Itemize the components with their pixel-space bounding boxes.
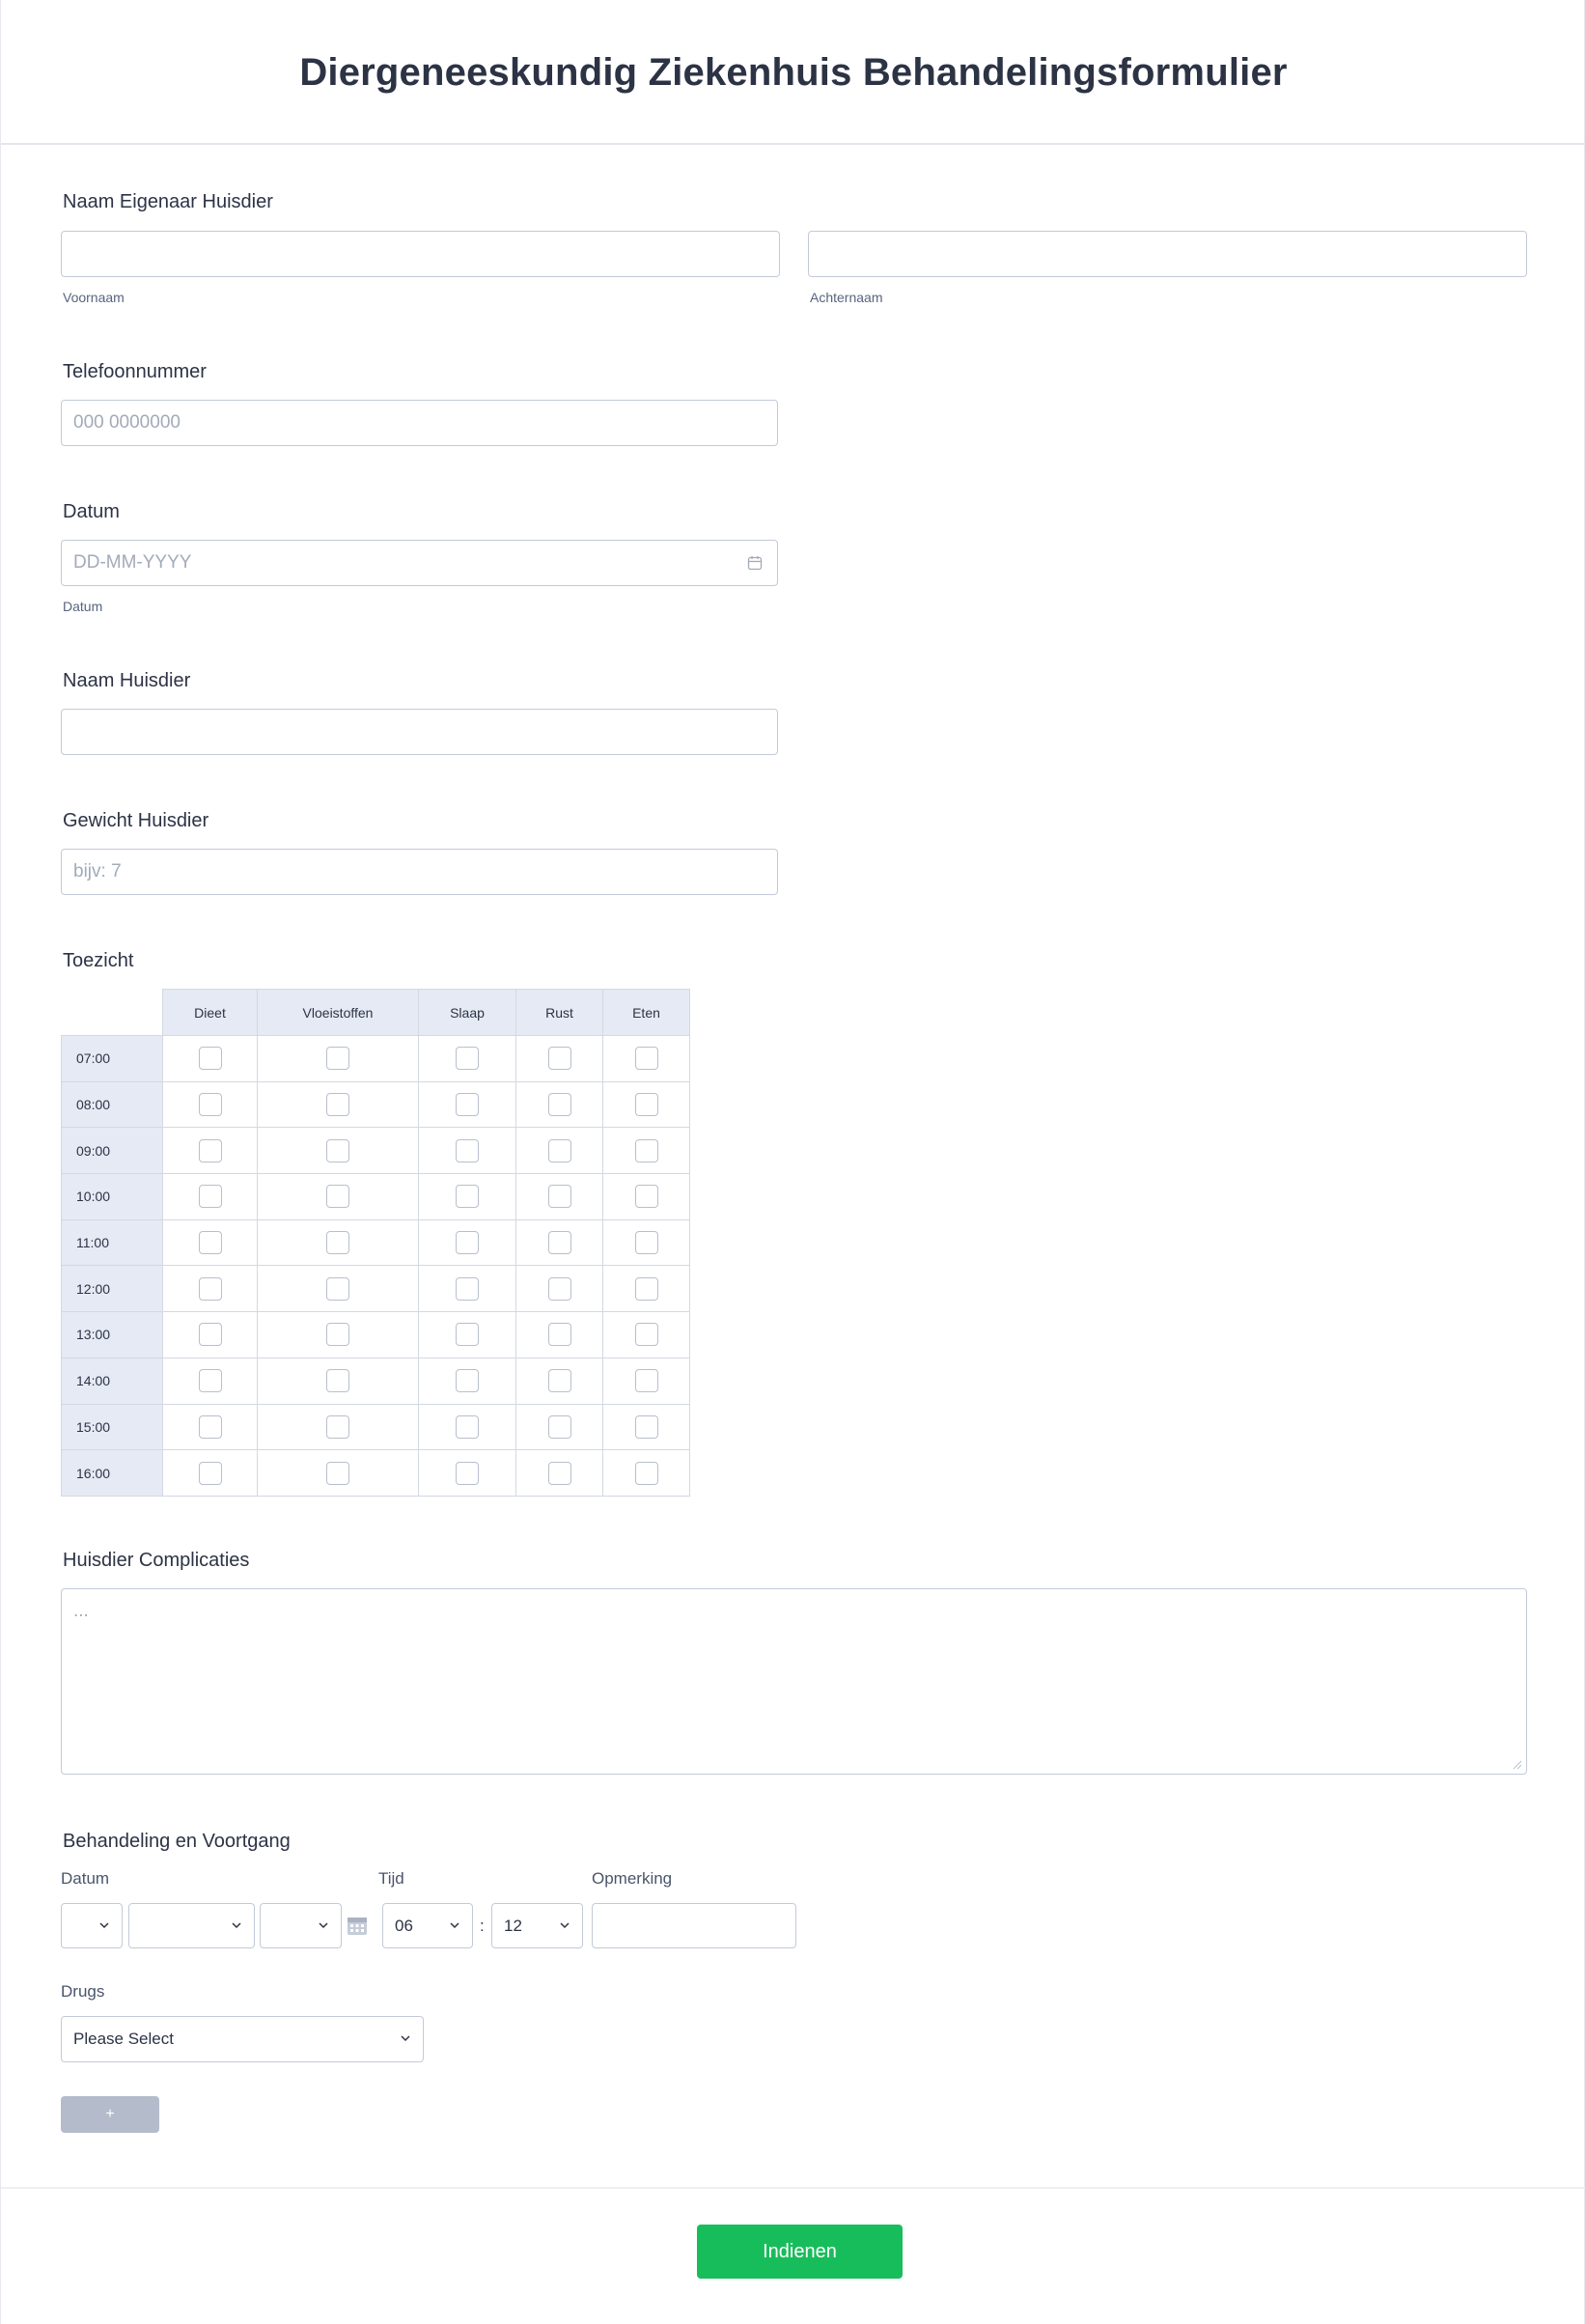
matrix-cell — [419, 1174, 516, 1220]
matrix-checkbox[interactable] — [326, 1047, 349, 1070]
matrix-column-header: Slaap — [419, 990, 516, 1036]
matrix-cell — [516, 1358, 603, 1404]
matrix-cell — [516, 1174, 603, 1220]
matrix-cell — [258, 1219, 419, 1266]
phone-label: Telefoonnummer — [63, 361, 207, 382]
matrix-cell — [603, 1128, 690, 1174]
matrix-checkbox[interactable] — [635, 1462, 658, 1485]
matrix-row — [62, 1128, 690, 1174]
month-select[interactable] — [128, 1903, 255, 1948]
matrix-cell — [419, 1450, 516, 1497]
pet-name-label: Naam Huisdier — [63, 670, 191, 691]
matrix-cell — [163, 1036, 258, 1082]
matrix-column-header: Dieet — [163, 990, 258, 1036]
supervision-matrix — [61, 989, 690, 1497]
matrix-row-header: 14:00 — [62, 1358, 163, 1404]
matrix-cell — [603, 1036, 690, 1082]
date-input[interactable] — [61, 540, 778, 586]
treatment-time-label: Tijd — [378, 1869, 404, 1888]
matrix-checkbox[interactable] — [548, 1093, 571, 1116]
last-name-sublabel: Achternaam — [810, 290, 883, 305]
matrix-column-header: Vloeistoffen — [258, 990, 419, 1036]
matrix-cell — [516, 1450, 603, 1497]
drugs-select[interactable] — [61, 2016, 424, 2062]
matrix-row-header: 12:00 — [62, 1266, 163, 1312]
last-name-input[interactable] — [808, 231, 1527, 277]
matrix-cell — [419, 1128, 516, 1174]
chevron-down-icon — [318, 1920, 329, 1930]
matrix-cell — [163, 1266, 258, 1312]
matrix-row-header: 10:00 — [62, 1174, 163, 1220]
matrix-row — [62, 1036, 690, 1082]
matrix-checkbox[interactable] — [326, 1093, 349, 1116]
matrix-checkbox[interactable] — [199, 1139, 222, 1162]
matrix-row — [62, 1450, 690, 1497]
minute-select[interactable] — [491, 1903, 583, 1948]
matrix-cell — [258, 1266, 419, 1312]
matrix-row — [62, 1219, 690, 1266]
day-select[interactable] — [61, 1903, 123, 1948]
date-label: Datum — [63, 501, 120, 522]
matrix-row-header: 15:00 — [62, 1404, 163, 1450]
resize-handle-icon[interactable] — [1513, 1760, 1522, 1770]
matrix-row-header: 13:00 — [62, 1312, 163, 1358]
matrix-cell — [419, 1312, 516, 1358]
matrix-row — [62, 1174, 690, 1220]
matrix-cell — [258, 1036, 419, 1082]
matrix-row-header: 09:00 — [62, 1128, 163, 1174]
matrix-checkbox[interactable] — [548, 1139, 571, 1162]
calendar-icon[interactable] — [747, 555, 763, 571]
treatment-note-label: Opmerking — [592, 1869, 673, 1888]
matrix-checkbox[interactable] — [456, 1323, 479, 1346]
complications-label: Huisdier Complicaties — [63, 1550, 250, 1571]
matrix-cell — [258, 1312, 419, 1358]
matrix-checkbox[interactable] — [456, 1415, 479, 1439]
owner-name-label: Naam Eigenaar Huisdier — [63, 191, 273, 212]
matrix-checkbox[interactable] — [635, 1093, 658, 1116]
supervision-label: Toezicht — [63, 950, 134, 971]
matrix-checkbox[interactable] — [635, 1323, 658, 1346]
matrix-checkbox[interactable] — [635, 1369, 658, 1392]
matrix-checkbox[interactable] — [548, 1047, 571, 1070]
minute-select-value: 12 — [504, 1917, 522, 1935]
matrix-checkbox[interactable] — [199, 1462, 222, 1485]
matrix-cell — [163, 1081, 258, 1128]
first-name-sublabel: Voornaam — [63, 290, 125, 305]
matrix-checkbox[interactable] — [548, 1462, 571, 1485]
matrix-checkbox[interactable] — [456, 1185, 479, 1208]
matrix-checkbox[interactable] — [456, 1139, 479, 1162]
matrix-checkbox[interactable] — [326, 1323, 349, 1346]
matrix-checkbox[interactable] — [326, 1185, 349, 1208]
matrix-checkbox[interactable] — [199, 1047, 222, 1070]
matrix-cell — [258, 1404, 419, 1450]
chevron-down-icon — [559, 1920, 570, 1930]
complications-textarea[interactable] — [61, 1588, 1527, 1775]
matrix-cell — [516, 1312, 603, 1358]
drugs-label: Drugs — [61, 1982, 105, 2001]
matrix-cell — [163, 1174, 258, 1220]
time-separator: : — [480, 1917, 485, 1935]
matrix-row-header: 11:00 — [62, 1219, 163, 1266]
drugs-select-value: Please Select — [73, 2030, 174, 2048]
matrix-cell — [258, 1450, 419, 1497]
note-input[interactable] — [592, 1903, 796, 1948]
matrix-cell — [516, 1128, 603, 1174]
treatment-label: Behandeling en Voortgang — [63, 1831, 291, 1852]
submit-button[interactable]: Indienen — [697, 2225, 903, 2279]
matrix-checkbox[interactable] — [635, 1047, 658, 1070]
year-select[interactable] — [260, 1903, 342, 1948]
matrix-checkbox[interactable] — [548, 1185, 571, 1208]
matrix-corner — [62, 990, 163, 1036]
matrix-checkbox[interactable] — [199, 1415, 222, 1439]
chevron-down-icon — [98, 1920, 110, 1930]
matrix-cell — [603, 1081, 690, 1128]
matrix-checkbox[interactable] — [456, 1231, 479, 1254]
form-title: Diergeneeskundig Ziekenhuis Behandelingsformulier — [299, 51, 1288, 94]
matrix-checkbox[interactable] — [635, 1231, 658, 1254]
matrix-checkbox[interactable] — [199, 1277, 222, 1301]
matrix-cell — [258, 1081, 419, 1128]
matrix-checkbox[interactable] — [635, 1185, 658, 1208]
matrix-checkbox[interactable] — [326, 1277, 349, 1301]
matrix-cell — [603, 1266, 690, 1312]
phone-input[interactable] — [61, 400, 778, 446]
matrix-cell — [603, 1219, 690, 1266]
matrix-cell — [419, 1404, 516, 1450]
matrix-checkbox[interactable] — [635, 1415, 658, 1439]
matrix-cell — [603, 1174, 690, 1220]
matrix-cell — [419, 1081, 516, 1128]
matrix-cell — [516, 1404, 603, 1450]
calendar-icon[interactable] — [347, 1915, 368, 1936]
date-sublabel: Datum — [63, 599, 103, 614]
matrix-cell — [419, 1219, 516, 1266]
matrix-checkbox[interactable] — [326, 1462, 349, 1485]
chevron-down-icon — [449, 1920, 460, 1930]
matrix-cell — [603, 1312, 690, 1358]
matrix-cell — [516, 1036, 603, 1082]
matrix-checkbox[interactable] — [635, 1139, 658, 1162]
matrix-checkbox[interactable] — [326, 1231, 349, 1254]
matrix-row — [62, 1404, 690, 1450]
matrix-cell — [603, 1404, 690, 1450]
matrix-cell — [258, 1128, 419, 1174]
first-name-input[interactable] — [61, 231, 780, 277]
matrix-checkbox[interactable] — [548, 1369, 571, 1392]
chevron-down-icon — [400, 2033, 411, 2043]
matrix-checkbox[interactable] — [326, 1415, 349, 1439]
add-row-button[interactable]: + — [61, 2096, 159, 2133]
matrix-row-header: 08:00 — [62, 1081, 163, 1128]
matrix-cell — [163, 1219, 258, 1266]
matrix-checkbox[interactable] — [548, 1231, 571, 1254]
matrix-checkbox[interactable] — [326, 1369, 349, 1392]
matrix-checkbox[interactable] — [199, 1093, 222, 1116]
matrix-checkbox[interactable] — [548, 1277, 571, 1301]
matrix-cell — [516, 1081, 603, 1128]
hour-select[interactable] — [382, 1903, 473, 1948]
matrix-cell — [163, 1450, 258, 1497]
matrix-checkbox[interactable] — [199, 1323, 222, 1346]
matrix-row — [62, 1081, 690, 1128]
matrix-column-header: Eten — [603, 990, 690, 1036]
matrix-cell — [516, 1266, 603, 1312]
matrix-cell — [419, 1358, 516, 1404]
matrix-checkbox[interactable] — [456, 1462, 479, 1485]
matrix-cell — [516, 1219, 603, 1266]
matrix-checkbox[interactable] — [456, 1093, 479, 1116]
matrix-cell — [163, 1128, 258, 1174]
matrix-checkbox[interactable] — [199, 1369, 222, 1392]
matrix-cell — [419, 1036, 516, 1082]
matrix-checkbox[interactable] — [456, 1047, 479, 1070]
matrix-row-header: 16:00 — [62, 1450, 163, 1497]
matrix-row — [62, 1266, 690, 1312]
pet-weight-label: Gewicht Huisdier — [63, 810, 209, 831]
matrix-checkbox[interactable] — [456, 1369, 479, 1392]
matrix-checkbox[interactable] — [548, 1323, 571, 1346]
matrix-cell — [419, 1266, 516, 1312]
matrix-cell — [258, 1358, 419, 1404]
matrix-row-header: 07:00 — [62, 1036, 163, 1082]
matrix-cell — [163, 1358, 258, 1404]
matrix-checkbox[interactable] — [456, 1277, 479, 1301]
chevron-down-icon — [231, 1920, 242, 1930]
pet-weight-input[interactable] — [61, 849, 778, 895]
matrix-checkbox[interactable] — [548, 1415, 571, 1439]
matrix-checkbox[interactable] — [199, 1185, 222, 1208]
matrix-cell — [258, 1174, 419, 1220]
matrix-checkbox[interactable] — [326, 1139, 349, 1162]
matrix-checkbox[interactable] — [635, 1277, 658, 1301]
footer-divider — [1, 2187, 1585, 2189]
matrix-cell — [603, 1450, 690, 1497]
matrix-cell — [163, 1312, 258, 1358]
matrix-column-header: Rust — [516, 990, 603, 1036]
matrix-cell — [163, 1404, 258, 1450]
pet-name-input[interactable] — [61, 709, 778, 755]
matrix-row — [62, 1358, 690, 1404]
matrix-cell — [603, 1358, 690, 1404]
treatment-date-label: Datum — [61, 1869, 110, 1888]
matrix-row — [62, 1312, 690, 1358]
form-header — [1, 0, 1585, 145]
hour-select-value: 06 — [395, 1917, 413, 1935]
matrix-checkbox[interactable] — [199, 1231, 222, 1254]
